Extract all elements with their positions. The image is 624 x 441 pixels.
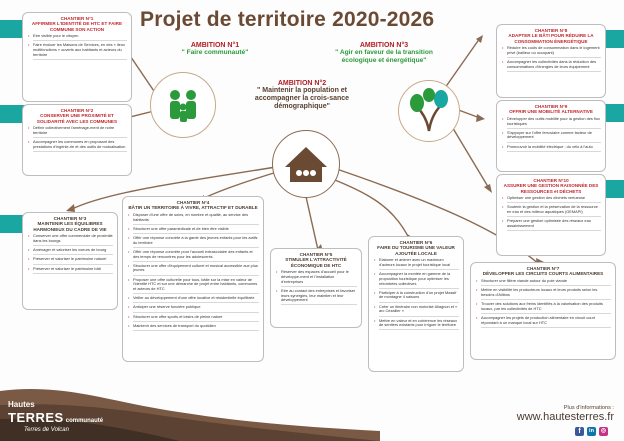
chantier-item: • Accompagner les collectivités dans la réduction des consommations d'énergies de leurs équipement [507, 60, 601, 72]
chantier-item: • Réserver des espaces d'accueil pour le développe-ment et l'installation d'entreprises [281, 270, 357, 287]
chantier-item: • Structurer une offre d'équipement culturel et musical accessible aux plus jeunes [133, 264, 259, 276]
chantier-1-card [22, 12, 132, 102]
footer-info: Plus d'informations : [563, 405, 614, 411]
chantier-9-card [496, 100, 606, 172]
chantier-4-card [122, 196, 264, 362]
ambition-text: " Agir en faveur de la transition écologique et énergétique" [335, 49, 433, 64]
logo-line2: TERRES [8, 410, 64, 425]
chantier-item: • Elaborer et animer avec un maximum d'acteurs locaux le projet touristique local [379, 258, 459, 270]
chantier-item: • Anticiper une réserve foncière publique [133, 305, 259, 312]
chantier-item: • Aménager et valoriser les coeurs de bourg [33, 248, 113, 255]
chantier-item: • Soutenir la gestion et la préservation de la ressource en eau et des milieux aquatiques (GEMAPI) [507, 205, 601, 217]
ambition-label: AMBITION N°1 [190, 42, 240, 49]
chantier-item: • Structurer une offre paramédicale et de bien être visible [133, 227, 259, 234]
chantier-item: • Veiller au développement d'une offre locative et résidentielle équilibrée [133, 296, 259, 303]
ambition-label: AMBITION N°3 [359, 42, 409, 49]
chantier-item: • Trouver des solutions aux freins identifiés à la valorisation des produits locaux, par les collectivités de HTC [481, 302, 611, 314]
chantier-item: • Mettre en visibilité les producteurs locaux et leurs produits selon les besoins d'Allibos [481, 288, 611, 300]
ambition-1 [160, 42, 270, 57]
chantier-title: CHANTIER N°7 DÉVELOPPER LES CIRCUITS COURTS ALIMENTAIRES [482, 266, 604, 277]
chantier-title: CHANTIER N°2 CONSERVER UNE PROXIMITÉ ET SOLIDARITÉ AVEC LES COMMUNES [36, 108, 118, 124]
family-icon [151, 73, 215, 137]
instagram-icon[interactable]: ◎ [600, 428, 607, 434]
community-illustration [150, 72, 216, 138]
ambition-2 [248, 80, 356, 111]
facebook-icon[interactable]: f [575, 427, 584, 436]
chantier-item: • Accompagner les communes en proposant des prestations d'ingénie-rie et des outils de mutualisation [33, 140, 127, 152]
linkedin-icon[interactable]: in [587, 427, 596, 436]
ecology-illustration [398, 80, 460, 142]
chantier-title: CHANTIER N°3 MAINTENIR LES ÉQUILIBRES HARMONIEUX DU CADRE DE VIE [33, 216, 107, 232]
chantier-item: • Promouvoir la mobilité électrique : du vélo à l'auto [507, 145, 601, 152]
chantier-item: • Préparer une gestion optimisée des réseaux eau assainissement [507, 219, 601, 231]
logo-line3: Terres de Volcan [24, 427, 69, 433]
chantier-item: • Disposer d'une offre de soins, en nombre et qualité, au service des habitants [133, 213, 259, 225]
footer-url[interactable]: www.hautesterres.fr [516, 411, 614, 423]
chantier-item: • Optimiser une gestion des déchets vertueuse [507, 196, 601, 203]
ambition-text: " Maintenir la population et accompagner la crois-sance démographique" [254, 87, 350, 110]
ambition-text: " Faire communauté" [181, 49, 249, 56]
chantier-10-card [496, 174, 606, 256]
chantier-title: CHANTIER N°4 BÂTIR UN TERRITOIRE À VIVRE, ATTRACTIF ET DURABLE [128, 200, 258, 211]
logo-line1: Hautes [8, 400, 35, 409]
chantier-item: • Structurer une offre sports et loisirs de pleine nature [133, 315, 259, 322]
chantier-2-card [22, 104, 132, 176]
logo-line2b: communauté [65, 418, 104, 424]
chantier-7-card [470, 262, 616, 360]
chantier-item: • Structurer une filière viande autour du pole viande [481, 279, 611, 286]
chantier-item: • Créer un itinéraire non motorisé Allagnon et « arc Cézallier » [379, 305, 459, 317]
houses-icon [273, 131, 339, 197]
chantier-3-card [22, 212, 118, 310]
chantier-item: • Offrir une réponse concrète à la garde des jeunes enfants pour les actifs du territoire [133, 236, 259, 248]
ambition-label: AMBITION N°2 [277, 80, 327, 87]
ambition-3 [325, 42, 443, 65]
chantier-title: CHANTIER N°6 FAIRE DU TOURISME UNE VALEUR AJOUTÉE LOCALE [377, 240, 455, 256]
tree-icon [399, 81, 459, 141]
chantier-title: CHANTIER N°1 AFFIRMER L'IDENTITÉ DE HTC ET FAIRE COMMUNE SON ACTION [31, 16, 123, 32]
chantier-item: • Développer des outils mobilité pour la gestion des flux touristiques [507, 117, 601, 129]
chantier-item: • Maintenir des services de transport du quotidien [133, 324, 259, 331]
chantier-item: • Offrir une réponse concrète pour l'accueil extrascolaire des enfants et des temps de rencontres pour les adolescents [133, 250, 259, 262]
chantier-item: • Préserver et valoriser le patrimoine naturel [33, 257, 113, 264]
population-illustration [272, 130, 340, 198]
chantier-5-card [270, 248, 362, 328]
chantier-item: • S'appuyer sur l'offre ferroviaire comme facteur de développement [507, 131, 601, 143]
chantier-title: CHANTIER N°10 ASSURER UNE GESTION RAISONNÉE DES RESSOURCES et DÉCHETS [503, 178, 599, 194]
logo [8, 400, 103, 433]
chantier-item: • Etre visible pour le citoyen [33, 34, 127, 41]
chantier-item: • Proposer une offre culturelle pour tous, bâtie sur la mise en valeur de l'identité HTC et sur une démarche de projet entre habitants, communes et acteurs de HTC [133, 278, 259, 295]
chantier-item: • Réduire les coûts de consommation dans le logement privé (bailleur ou occupant) [507, 46, 601, 58]
chantier-item: • Etre au contact des entreprises et favoriser leurs synergies, leur maintien et leur développement [281, 289, 357, 306]
page-title: Projet de territoire 2020-2026 [140, 8, 435, 31]
chantier-title: CHANTIER N°9 OFFRIR UNE MOBILITÉ ALTERNATIVE [509, 104, 593, 115]
chantier-item: • Conserver une offre commerciale de proximité dans les bourgs [33, 234, 113, 246]
chantier-item: • Définir collectivement l'aménage-ment de notre territoire [33, 126, 127, 138]
chantier-item: • Préserver et valoriser le patrimoine bâti [33, 267, 113, 274]
chantier-title: CHANTIER N°5 STIMULER L'ATTRACTIVITÉ ÉCONOMIQUE DE HTC [285, 252, 347, 268]
chantier-item: • Accompagner la montée en gamme de la proposition touristique pour optimiser les retombées collectives [379, 272, 459, 289]
chantier-item: • Participer à la construction d'un projet Massif de montagne 4 saisons [379, 291, 459, 303]
chantier-6-card [368, 236, 464, 372]
chantier-8-card [496, 24, 606, 98]
chantier-title: CHANTIER N°8 ADAPTER LE BÂTI POUR RÉDUIRE LA CONSOMMATION ÉNERGÉTIQUE [508, 28, 594, 44]
chantier-item: • Accompagner les projets de production alimentaire en circuit court répondant à un manque local sur HTC [481, 316, 611, 328]
chantier-item: • Mettre en valeur et en cohérence les réseaux de sentiers existants pour irriguer le territoire [379, 319, 459, 331]
chantier-item: • Faire évoluer les Maisons de Services, en des « lieux multifonctions » ouverts aux habitants et acteurs du territoire [33, 43, 127, 60]
